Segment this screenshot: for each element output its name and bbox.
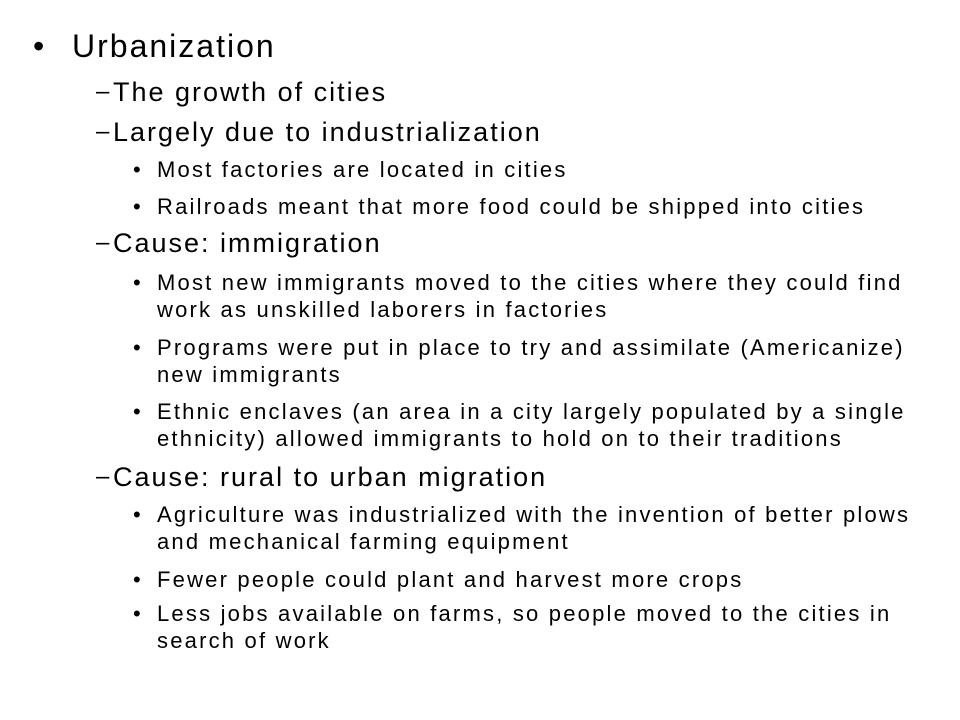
section-label: Largely due to industrialization [113, 117, 542, 147]
detail-item [133, 501, 937, 555]
bullet-marker: • [133, 502, 141, 527]
detail-text: Programs were put in place to try and assimilate (Americanize) new immigrants [157, 335, 905, 387]
detail-item [133, 566, 937, 593]
dash-marker: – [96, 78, 110, 105]
bullet-marker: • [133, 567, 141, 592]
dash-marker: – [96, 118, 110, 145]
detail-text: Agriculture was industrialized with the invention of better plows and mechanical farming equipment [157, 502, 911, 554]
bullet-marker: • [133, 194, 141, 219]
detail-item [133, 334, 937, 388]
detail-item [133, 193, 937, 220]
section-label: The growth of cities [113, 77, 388, 107]
bullet-marker: • [133, 399, 141, 424]
bullet-marker: • [33, 28, 45, 64]
section-item-immigration [96, 226, 933, 260]
section-label: Cause: immigration [113, 228, 382, 258]
detail-item [133, 156, 937, 183]
bullet-marker: • [133, 270, 141, 295]
section-item-rural-migration [96, 460, 933, 494]
dash-marker: – [96, 463, 110, 490]
detail-item [133, 600, 937, 654]
detail-text: Most new immigrants moved to the cities where they could find work as unskilled laborers in factories [157, 270, 903, 322]
bullet-marker: • [133, 157, 141, 182]
detail-text: Railroads meant that more food could be shipped into cities [157, 194, 866, 219]
detail-text: Fewer people could plant and harvest more crops [157, 567, 744, 592]
detail-text: Ethnic enclaves (an area in a city largely populated by a single ethnicity) allowed immigrants to hold on to their traditions [157, 399, 906, 451]
slide-heading: Urbanization [72, 28, 276, 64]
heading-item [33, 26, 872, 66]
bullet-marker: • [133, 335, 141, 360]
section-item-growth [96, 75, 933, 109]
dash-marker: – [96, 229, 110, 256]
detail-item [133, 398, 937, 452]
bullet-marker: • [133, 601, 141, 626]
section-label: Cause: rural to urban migration [113, 462, 548, 492]
detail-text: Less jobs available on farms, so people moved to the cities in search of work [157, 601, 892, 653]
section-item-industrialization [96, 115, 933, 149]
detail-text: Most factories are located in cities [157, 157, 568, 182]
detail-item [133, 269, 937, 323]
